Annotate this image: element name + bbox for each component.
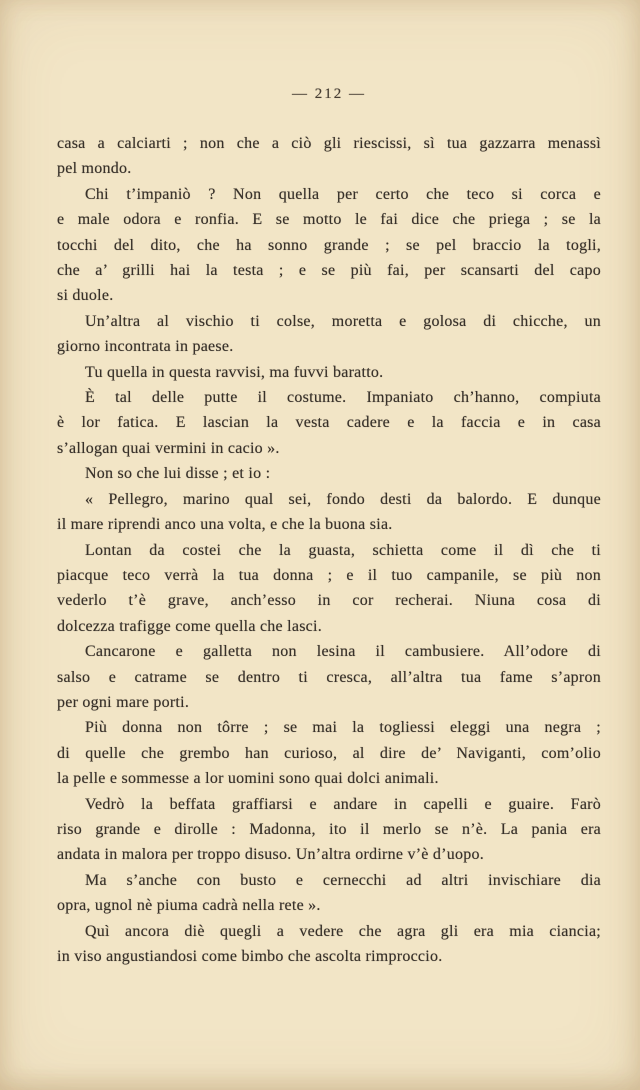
text-line: piacque teco verrà la tua donna ; e il tuo campanile, se più non (57, 566, 601, 584)
paragraph (57, 639, 601, 715)
paragraph (57, 487, 601, 538)
text-line: salso e catrame se dentro ti cresca, all’altra tua fame s’apron (57, 668, 601, 686)
text-line: il mare riprendi anco una volta, e che la buona sia. (57, 516, 393, 534)
text-line: È tal delle putte il costume. Impaniato ch’hanno, compiuta (85, 389, 601, 407)
paragraph (57, 868, 601, 919)
text-line: Cancarone e galletta non lesina il cambusiere. All’odore di (85, 643, 601, 661)
text-line: andata in malora per troppo disuso. Un’altra ordirne v’è d’uopo. (57, 846, 484, 864)
text-line: pel mondo. (57, 160, 132, 178)
text-line: che a’ grilli hai la testa ; e se più fai, per scansarti del capo (57, 262, 601, 280)
text-line: e male odora e ronfia. E se motto le fai dice che priega ; se la (57, 211, 601, 229)
paragraph (57, 182, 601, 309)
text-block (57, 131, 601, 969)
text-line: tocchi del dito, che ha sonno grande ; se pel braccio la togli, (57, 236, 601, 254)
text-line: Quì ancora diè quegli a vedere che agra gli era mia ciancia; (85, 922, 601, 940)
text-line: Vedrò la beffata graffiarsi e andare in capelli e guaire. Farò (85, 795, 601, 813)
text-line: in viso angustiandosi come bimbo che ascolta rimproccio. (57, 948, 443, 965)
text-line: Chi t’impaniò ? Non quella per certo che teco si corca e (85, 185, 601, 203)
paragraph (57, 715, 601, 791)
text-line: di quelle che grembo han curioso, al dire de’ Naviganti, com’olio (57, 744, 601, 762)
paragraph (57, 385, 601, 461)
text-line: vederlo t’è grave, anch’esso in cor recherai. Niuna cosa di (57, 592, 601, 610)
paragraph (57, 919, 601, 970)
paragraph (57, 131, 601, 182)
text-line: Più donna non tôrre ; se mai la togliessi eleggi una negra ; (85, 719, 601, 737)
text-line: Non so che lui disse ; et io : (85, 465, 271, 483)
text-line: per ogni mare porti. (57, 693, 190, 711)
text-line: Ma s’anche con busto e cernecchi ad altri invischiare dia (85, 871, 601, 889)
text-line: la pelle e sommesse a lor uomini sono quai dolci animali. (57, 770, 439, 788)
paragraph (57, 461, 601, 486)
text-line: s’allogan quai vermini in cacio ». (57, 439, 280, 457)
text-line: Lontan da costei che la guasta, schietta come il dì che ti (85, 541, 601, 559)
text-line: Un’altra al vischio ti colse, moretta e golosa di chicche, un (85, 312, 601, 330)
page-number-header: — 212 — (292, 86, 366, 102)
text-line: casa a calciarti ; non che a ciò gli riescissi, sì tua gazzarra menassì (57, 135, 601, 152)
paragraph (57, 792, 601, 868)
text-line: « Pellegro, marino qual sei, fondo desti da balordo. E dunque (85, 490, 601, 508)
text-line: dolcezza trafigge come quella che lasci. (57, 617, 322, 635)
paragraph (57, 309, 601, 360)
paragraph (57, 538, 601, 640)
text-line: giorno incontrata in paese. (57, 338, 234, 356)
text-line: Tu quella in questa ravvisi, ma fuvvi baratto. (85, 363, 384, 381)
text-line: opra, ugnol nè piuma cadrà nella rete ». (57, 897, 321, 915)
text-line: riso grande e dirolle : Madonna, ito il merlo se n’è. La pania era (57, 820, 601, 838)
paragraph (57, 360, 601, 385)
text-line: si duole. (57, 287, 114, 305)
text-line: è lor fatica. E lascian la vesta cadere e la faccia e in casa (57, 414, 601, 432)
